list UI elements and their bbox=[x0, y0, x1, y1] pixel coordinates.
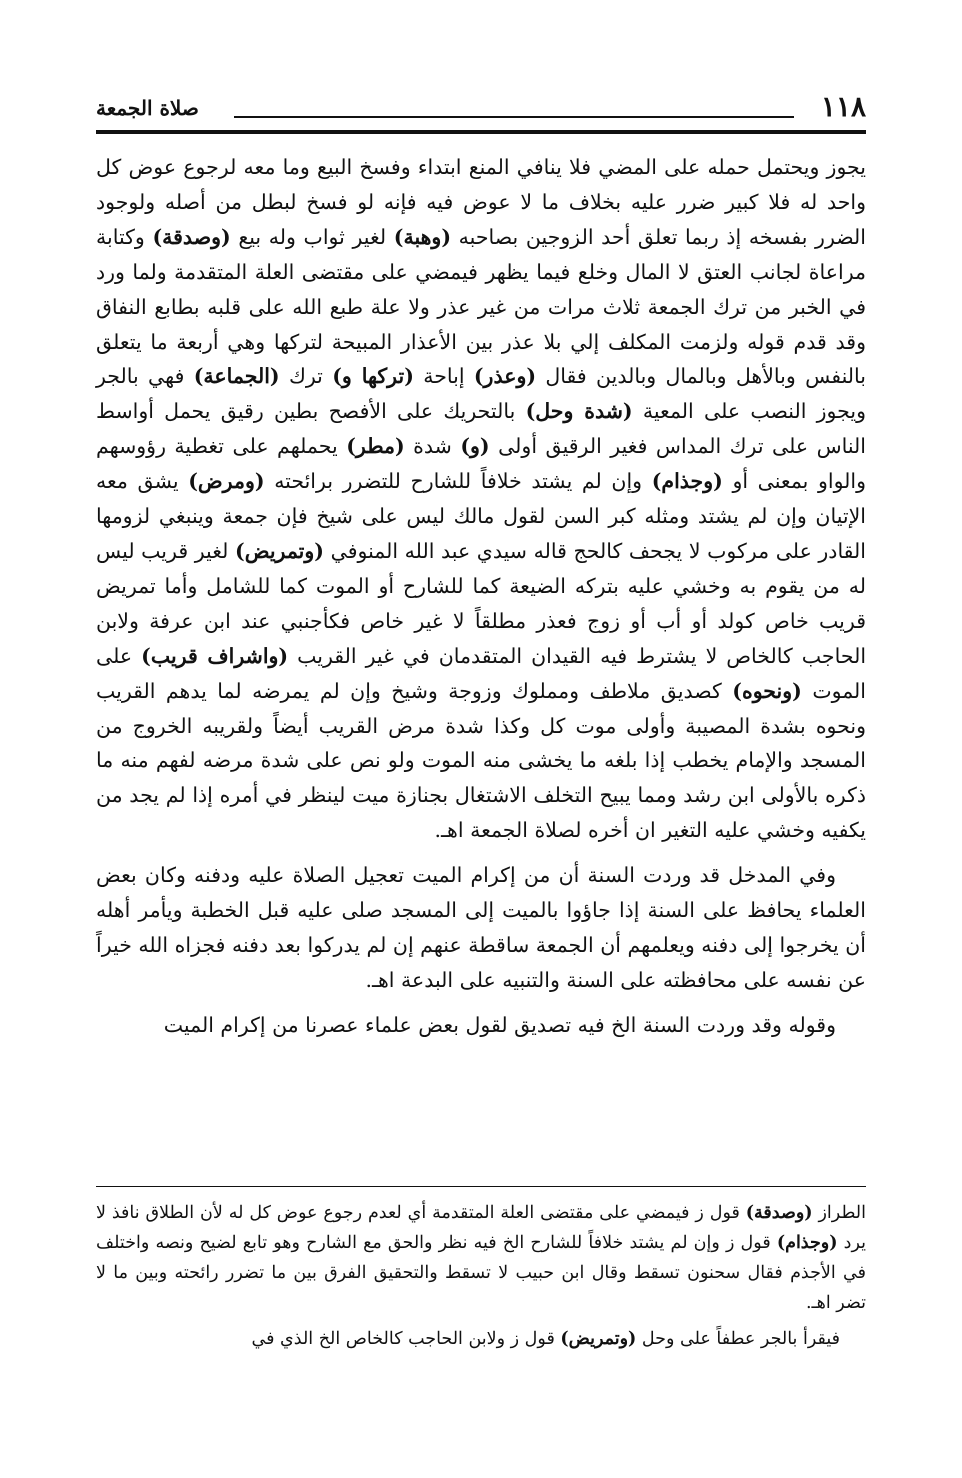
bold-term: (واشراف قريب) bbox=[141, 643, 289, 668]
text-run: الطراز bbox=[812, 1203, 866, 1223]
text-run: على الموت bbox=[96, 643, 866, 703]
text-run: يجوز ويحتمل حمله على المضي فلا ينافي المنع ابتداء وفسخ البيع وما معه لرجوع عوض كل واحد له فلا كبير ضرر عليه بخلاف ما لا عوض فيه فإنه لو فسخ لبطل من أصله ولوجود الضرر بفسخه إذ ربما تعلق أحد الزوجين بصاحبه bbox=[96, 155, 866, 249]
text-run: ترك bbox=[279, 364, 333, 389]
bold-term: (مطر) bbox=[346, 434, 405, 459]
bold-term: (وصدقة) bbox=[152, 224, 231, 249]
bold-term: (وجذام) bbox=[776, 1233, 838, 1253]
bold-term: (و) bbox=[460, 434, 490, 459]
text-run: كصديق ملاطف ومملوك وزوجة وشيخ وإن لم يمرضه لما يدهم القريب ونحوه بشدة المصيبة وأولى موت كل وكذا شدة مرض القريب أيضاً ولقريبه الخروج من المسجد والإمام يخطب إذا بلغه ما يخشى منه الموت ولو نص على شدة مرضه لفهم منه ما ذكره بالأولى ابن رشد ومما يبيح التخلف الاشتغال بجنازة ميت لينظر في أمره إذا لم يجد من يكفيه وخشي عليه التغير ان أخره لصلاة الجمعة اهـ. bbox=[96, 678, 866, 843]
body-paragraph bbox=[96, 858, 866, 998]
text-run: وكتابة مراعاة لجانب العتق لا المال وخلع فيما يظهر فيمضي على مقتضى العلة المتقدمة ولما ورد في الخبر من ترك الجمعة ثلاث مرات من غير عذر ولا علة طبع الله على قلبه بطابع النفاق وقد قدم قوله ولزمت المكلف إلي بلا عذر بين الأعذار المبيحة لتركها وهي أربعة ما يتعلق بالنفس وبالأهل وبالمال وبالدين فقال bbox=[96, 224, 866, 389]
bold-term: (الجماعة) bbox=[193, 364, 280, 389]
page-header bbox=[96, 88, 866, 128]
bold-term: (وهبة) bbox=[393, 224, 452, 249]
text-run: وقوله وقد وردت السنة الخ فيه تصديق لقول بعض علماء عصرنا من إكرام الميت bbox=[163, 1012, 836, 1037]
text-run: وإن لم يشتد خلافاً للشارح للتضرر برائحته bbox=[264, 469, 652, 494]
text-run: فيقرأ بالجر عطفاً على وحل bbox=[636, 1329, 840, 1349]
main-text bbox=[96, 150, 866, 1053]
text-run: يشق معه الإتيان وإن لم يشتد ومثله كبر السن لقول مالك ليس على شيخ فإن جمعة وينبغي لزومها القادر على مركوب لا يجحف كالحج قاله سيدي عبد الله المنوفي bbox=[96, 469, 866, 563]
bold-term: (وعذر) bbox=[473, 364, 537, 389]
bold-term: (ونحوه) bbox=[732, 678, 802, 703]
text-run: لغير قريب ليس له من يقوم به وخشي عليه بتركه الضيعة كما للشارح أو الموت كما للشامل وأما تمريض قريب خاص كولد أو أب أو زوج فعذر مطلقاً لا غير خاص فكأجنبي عند ابن عرفة ولابن الحاجب كالخاص لا يشترط فيه القيدان المتقدمان في غير القريب bbox=[96, 538, 867, 668]
body-paragraph bbox=[96, 1008, 866, 1043]
text-run: يحملهم على تغطية رؤوسهم والواو بمعنى أو bbox=[96, 434, 867, 494]
bold-term: (ومرض) bbox=[188, 469, 265, 494]
header-divider bbox=[96, 130, 866, 134]
footnote-paragraph bbox=[96, 1198, 866, 1318]
footnote-divider bbox=[96, 1186, 866, 1187]
bold-term: (وتمريض) bbox=[235, 538, 324, 563]
text-run: وفي المدخل قد وردت السنة أن من إكرام الميت تعجيل الصلاة عليه ودفنه وكان بعض العلماء يحافظ على السنة إذا جاؤوا بالميت إلى المسجد صلى عليه قبل الخطبة ويأمر أهله أن يخرجوا إلى دفنه ويعلمهم أن الجمعة ساقطة عنهم إن لم يدركوا بعد دفنه فجزاه الله خيراً عن نفسه على محافظته على السنة والتنبيه على البدعة اهـ. bbox=[96, 863, 866, 992]
text-run: قول ز ولابن الحاجب كالخاص الخ الذي في bbox=[251, 1329, 561, 1349]
bold-term: (وتمريض) bbox=[560, 1329, 637, 1349]
bold-term: (وصدقة) bbox=[745, 1203, 813, 1223]
footnote-paragraph bbox=[96, 1324, 866, 1354]
header-rule bbox=[234, 116, 794, 118]
bold-term: (تركها و) bbox=[332, 364, 414, 389]
running-title: صلاة الجمعة bbox=[96, 96, 199, 120]
text-run: لغير ثواب وله بيع bbox=[230, 224, 394, 249]
text-run: شدة bbox=[404, 434, 461, 459]
text-run: بالتحريك على الأفصح بطين رقيق يحمل أواسط الناس على ترك المداس فغير الرقيق أولى bbox=[96, 399, 866, 459]
bold-term: (وجذام) bbox=[651, 469, 723, 494]
page-number: ١١٨ bbox=[820, 90, 866, 123]
text-run: قول ز فيمضي على مقتضى العلة المتقدمة أي لعدم رجوع عوض كل له لأن الطلاق نافذ لا يرد bbox=[96, 1203, 867, 1253]
text-run: فهي بالجر ويجوز النصب على المعية bbox=[96, 364, 866, 424]
bold-term: (شدة وحل) bbox=[525, 399, 633, 424]
footnotes bbox=[96, 1198, 866, 1360]
text-run: قول ز وإن لم يشتد خلافاً للشارح الخ فيه نظر والحق مع الشارح وهو تابع لضيح ونصه واختلف في الأجذم فقال سحنون تسقط وقال ابن حبيب لا تسقط والتحقيق الفرق بين ما تضرر رائحته وبين ما لا تضر اهـ. bbox=[96, 1233, 866, 1313]
body-paragraph bbox=[96, 150, 866, 848]
text-run: إباحة bbox=[413, 364, 474, 389]
